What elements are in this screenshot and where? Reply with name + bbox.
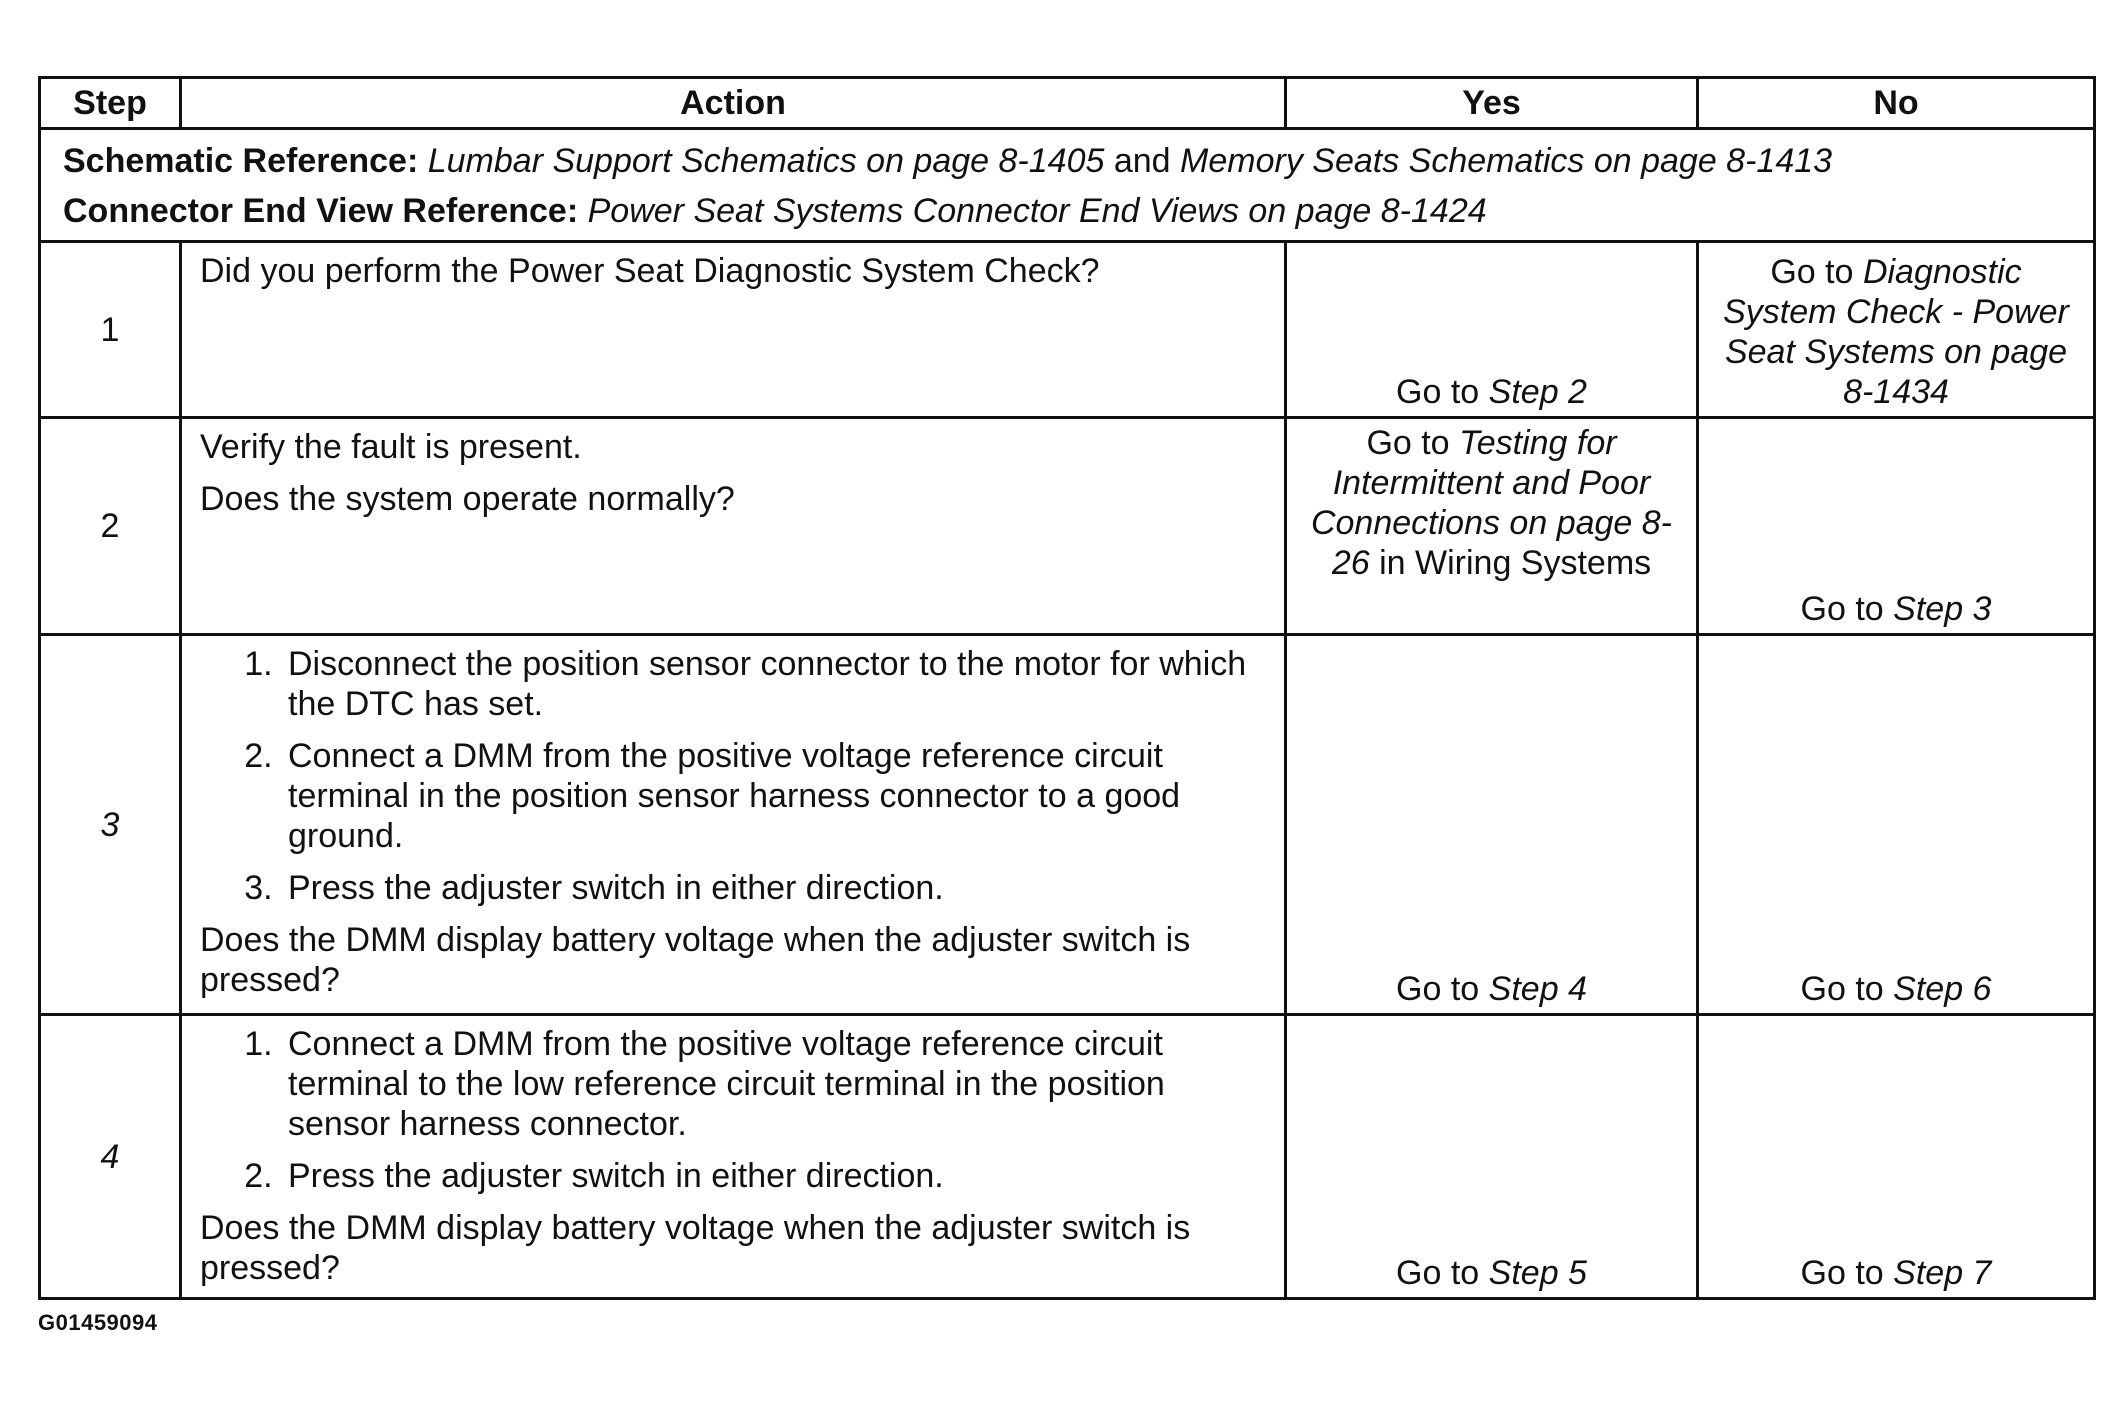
- no-cell: [1698, 242, 2095, 418]
- yes-prefix: Go to: [1366, 424, 1450, 462]
- action-list-item: 2. Press the adjuster switch in either direction.: [282, 1156, 1266, 1196]
- yes-prefix: Go to: [1396, 970, 1480, 1008]
- action-cell: [181, 418, 1286, 635]
- step-number: 3: [40, 635, 181, 1015]
- header-action: Action: [181, 78, 1286, 129]
- header-row: [40, 78, 2095, 129]
- yes-prefix: Go to: [1396, 373, 1480, 411]
- no-prefix: Go to: [1800, 590, 1884, 628]
- yes-cell: [1286, 1015, 1698, 1299]
- yes-link[interactable]: Testing for Intermittent and Poor Connections on page 8-26: [1310, 424, 1673, 582]
- no-prefix: Go to: [1800, 970, 1884, 1008]
- yes-prefix: Go to: [1396, 1254, 1480, 1292]
- no-link[interactable]: Step 6: [1893, 970, 1992, 1008]
- yes-cell: [1286, 418, 1698, 635]
- action-list-item: 1. Disconnect the position sensor connector to the motor for which the DTC has set.: [282, 644, 1266, 724]
- figure-id: G01459094: [38, 1310, 158, 1335]
- schematic-reference-link-2[interactable]: Memory Seats Schematics on page 8-1413: [1180, 142, 1833, 180]
- action-question: Did you perform the Power Seat Diagnostic System Check?: [200, 252, 1100, 290]
- schematic-reference: [63, 136, 2071, 186]
- schematic-reference-and: and: [1113, 142, 1171, 180]
- yes-cell: [1286, 635, 1698, 1015]
- step-number: 2: [40, 418, 181, 635]
- table-row-step-3: [40, 635, 2095, 1015]
- step-number: 4: [40, 1015, 181, 1299]
- step-number: 1: [40, 242, 181, 418]
- no-prefix: Go to: [1800, 1254, 1884, 1292]
- action-list-item: 1. Connect a DMM from the positive voltage reference circuit terminal to the low reference circuit terminal in the position sensor harness connector.: [282, 1024, 1266, 1144]
- reference-cell: [40, 129, 2095, 242]
- no-link[interactable]: Step 3: [1893, 590, 1992, 628]
- yes-link[interactable]: Step 2: [1488, 373, 1587, 411]
- action-list-item: 2. Connect a DMM from the positive voltage reference circuit terminal in the position sensor harness connector to a good ground.: [282, 736, 1266, 856]
- connector-reference-link[interactable]: Power Seat Systems Connector End Views on page 8-1424: [587, 192, 1487, 230]
- table-row-step-4: [40, 1015, 2095, 1299]
- yes-suffix: in Wiring Systems: [1379, 544, 1652, 582]
- header-step: Step: [40, 78, 181, 129]
- action-list-item: 3. Press the adjuster switch in either direction.: [282, 868, 1266, 908]
- table-row-step-2: [40, 418, 2095, 635]
- header-yes: Yes: [1286, 78, 1698, 129]
- no-cell: [1698, 1015, 2095, 1299]
- header-no: No: [1698, 78, 2095, 129]
- table-row-step-1: [40, 242, 2095, 418]
- connector-reference-label: Connector End View Reference:: [63, 192, 579, 230]
- action-list: [200, 1024, 1266, 1196]
- action-cell: [181, 242, 1286, 418]
- action-line-1: Verify the fault is present.: [200, 428, 582, 466]
- diagnostic-table: [38, 76, 2096, 1300]
- action-cell: [181, 635, 1286, 1015]
- no-link[interactable]: Diagnostic System Check - Power Seat Systems on page 8-1434: [1723, 253, 2069, 411]
- yes-link[interactable]: Step 5: [1488, 1254, 1587, 1292]
- connector-reference: [63, 186, 2071, 236]
- diagnostic-table-container: [38, 76, 2093, 1300]
- action-list: [200, 644, 1266, 908]
- reference-row: [40, 129, 2095, 242]
- no-cell: [1698, 418, 2095, 635]
- schematic-reference-link-1[interactable]: Lumbar Support Schematics on page 8-1405: [427, 142, 1105, 180]
- action-line-2: Does the system operate normally?: [200, 480, 735, 518]
- no-cell: [1698, 635, 2095, 1015]
- action-question: Does the DMM display battery voltage when the adjuster switch is pressed?: [200, 921, 1191, 999]
- schematic-reference-label: Schematic Reference:: [63, 142, 419, 180]
- no-link[interactable]: Step 7: [1893, 1254, 1992, 1292]
- yes-cell: [1286, 242, 1698, 418]
- action-cell: [181, 1015, 1286, 1299]
- no-prefix: Go to: [1770, 253, 1854, 291]
- action-question: Does the DMM display battery voltage when the adjuster switch is pressed?: [200, 1209, 1191, 1287]
- yes-link[interactable]: Step 4: [1488, 970, 1587, 1008]
